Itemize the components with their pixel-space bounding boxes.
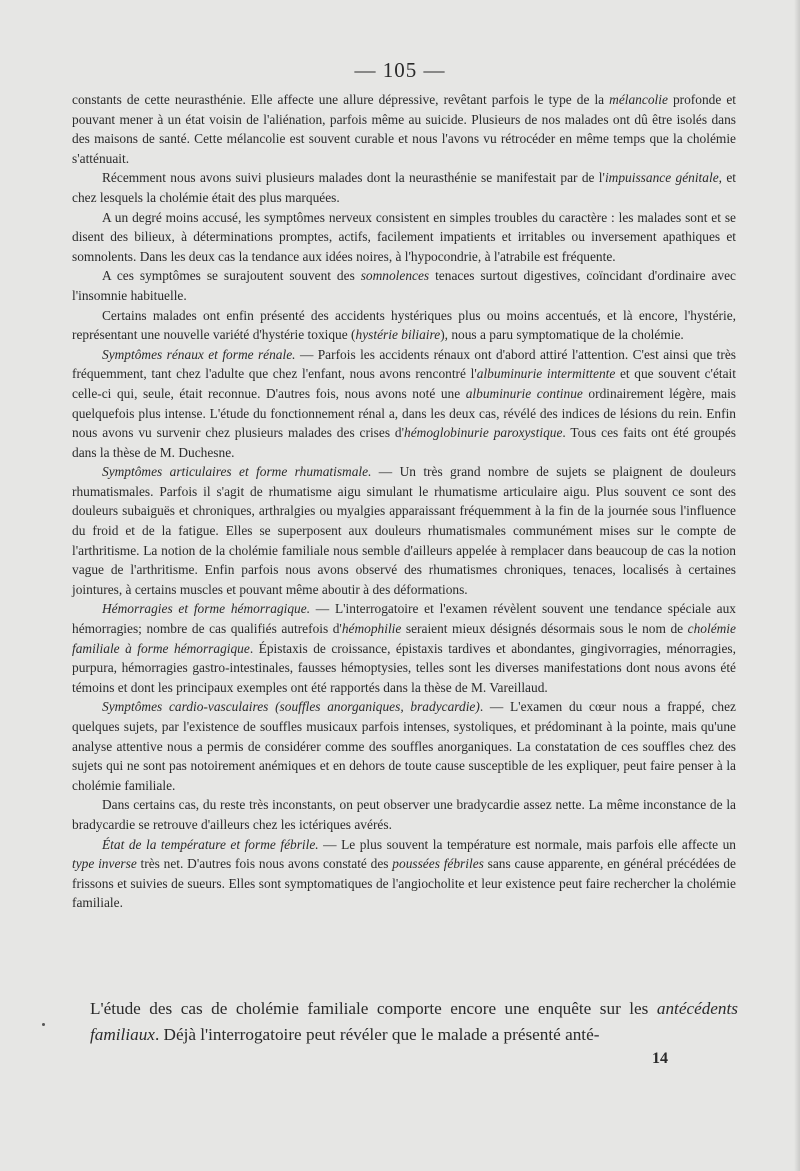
text-run: très net. D'autres fois nous avons constaté des [136,856,393,872]
italic-phrase: Symptômes cardio-vasculaires (souffles anorganiques, bradycardie) [102,699,480,715]
italic-phrase: mélancolie [609,92,668,107]
italic-phrase: hémophilie [341,621,402,637]
text-run: Récemment nous avons suivi plusieurs malades dont la neurasthénie se manifestait par de l' [102,170,605,186]
italic-phrase: État de la température et forme fébrile. [102,836,319,852]
italic-phrase: albuminurie continue [465,385,583,401]
paragraph-3 [72,208,736,267]
page-number: — 105 — [354,58,446,82]
ink-speck [42,1023,45,1026]
text-run: . Déjà l'interrogatoire peut révéler que le malade a présenté anté- [154,1025,600,1044]
text-run: — L'interrogatoire et l'examen révèlent souvent une tendance spéciale aux hémorragies; nombre de cas qualifiés autrefois d' [72,601,736,637]
text-run: et que souvent c'était celle-ci qui, seule, était reconnue. D'autres fois, nous avons noté une [72,366,736,401]
text-run: A un degré moins accusé, les symptômes nerveux consistent en simples troubles du caractère : les malades sont et se disent des bilieux, à déterminations promptes, actifs, facilement impatients et irritables ou inversement apathiques et somnolents. Dans les deux cas la tendance aux idées noires, à l'hypocondrie, à l'atrabile est fréquente. [72,209,736,264]
text-run: . Épistaxis de croissance, épistaxis tardives et abondantes, gingivorragies, ménorragies, purpura, hémorragies gastro-intestinales, fausses hémoptysies, telles sont les diverses manifestations dont nous avons été témoins et dont les principaux exemples ont été rapportés dans la thèse de M. Vareillaud. [72,640,736,695]
closing-text [90,996,738,1048]
text-run: seraient mieux désignés désormais sous le nom de [401,621,688,637]
italic-phrase: Symptômes articulaires et forme rhumatismale. [102,464,372,480]
closing-paragraph [90,996,738,1048]
italic-phrase: somnolences [360,268,430,284]
text-run: — Un très grand nombre de sujets se plaignent de douleurs rhumatismales. Parfois il s'agit de rhumatisme aigu simulant le rhumatisme articulaire aigu. Plus souvent ce sont des douleurs subaiguës et chroniques, arthralgies ou myalgies apparaissant fréquemment à la fin de la journée sous l'influence du froid et de la fatigue. Elles se superposent aux douleurs rhumatismales communément mises sur le compte de l'arthritisme. La notion de la cholémie familiale nous semble d'ailleurs appelée à remplacer dans beaucoup de cas la notion vague de l'arthritisme. Enfin parfois nous avons observé des rhumatismes chroniques, tenaces, localisés à certaines jointures, à certains muscles et pouvant même aboutir à des déformations. [72,464,736,597]
paragraph-cardio [72,697,736,795]
italic-phrase: hystérie biliaire [355,327,441,343]
paragraph-bradycardia [72,795,736,834]
paragraph-articular [72,462,736,599]
paragraph-renal [72,345,736,463]
italic-phrase: cholémie familiale à forme hémorragique [72,621,736,656]
italic-phrase: type inverse [72,856,137,872]
text-run: sans cause apparente, en général précédées de frissons et suivies de sueurs. Elles sont symptomatiques de l'angiocholite et leur existence peut faire rechercher la cholémie familiale. [72,856,737,911]
italic-phrase: Hémorragies et forme hémorragique. [102,601,311,617]
text-run: , et chez lesquels la cholémie était des plus marquées. [72,170,737,205]
paragraph-2 [72,168,736,207]
paragraph-hemorrhage [72,599,736,697]
italic-phrase: albuminurie intermittente [476,366,616,382]
text-run: . — L'examen du cœur nous a frappé, chez quelques sujets, par l'existence de souffles musicaux parfois intenses, systoliques, et prédominant à la pointe, mais qu'une analyse attentive nous a permis de considérer comme des souffles anorganiques. La constatation de ces souffles chez des sujets qui ne sont pas notoirement anémiques et en dehors de toute cause susceptible de les expliquer, peut faire penser à la cholémie familiale. [72,699,737,793]
text-run: ordinairement légère, mais quelquefois plus intense. L'étude du fonctionnement rénal a, dans les deux cas, révélé des indices de lésions du rein. Enfin nous avons vu survenir chez plusieurs malades des crises d' [72,385,736,441]
paragraph-5 [72,306,736,345]
text-run: constants de cette neurasthénie. Elle affecte une allure dépressive, revêtant parfois le type de la [72,92,610,107]
body-text [72,90,736,913]
text-run: Dans certains cas, du reste très inconstants, on peut observer une bradycardie assez nette. La même inconstance de la bradycardie se retrouve d'ailleurs chez les ictériques avérés. [72,797,736,832]
text-run: A ces symptômes se surajoutent souvent des [102,268,361,284]
text-run: — Le plus souvent la température est normale, mais parfois elle affecte un [318,836,736,852]
text-run: tenaces surtout digestives, coïncidant d'ordinaire avec l'insomnie habituelle. [72,268,736,303]
text-run: L'étude des cas de cholémie familiale comporte encore une enquête sur les [90,999,657,1018]
paragraph-4 [72,266,736,305]
paragraph-1 [72,90,736,168]
italic-phrase: impuissance génitale [604,170,719,186]
italic-phrase: antécédents familiaux [90,999,738,1044]
text-run: Certains malades ont enfin présenté des accidents hystériques plus ou moins accentués, et là encore, l'hystérie, représentant une nouvelle variété d'hystérie toxique ( [72,307,736,343]
text-run: — Parfois les accidents rénaux ont d'abord attiré l'attention. C'est ainsi que très fréquemment, tant chez l'adulte que chez l'enfant, nous avons rencontré l' [72,346,737,382]
italic-phrase: Symptômes rénaux et forme rénale. [102,346,296,362]
text-run: profonde et pouvant mener à un état voisin de l'aliénation, parfois même au suicide. Plusieurs de nos malades ont dû être isolés dans des maisons de santé. Cette mélancolie est souvent curable et nous l'avons vu rétrocéder en même temps que la cholémie s'atténuait. [72,92,736,166]
text-run: ), nous a paru symptomatique de la cholémie. [440,327,684,343]
signature-mark: 14 [652,1050,668,1067]
paragraph-temperature [72,835,736,913]
italic-phrase: hémoglobinurie paroxystique [404,425,563,441]
italic-phrase: poussées fébriles [392,856,484,872]
text-run: . Tous ces faits ont été groupés dans la thèse de M. Duchesne. [72,425,736,460]
